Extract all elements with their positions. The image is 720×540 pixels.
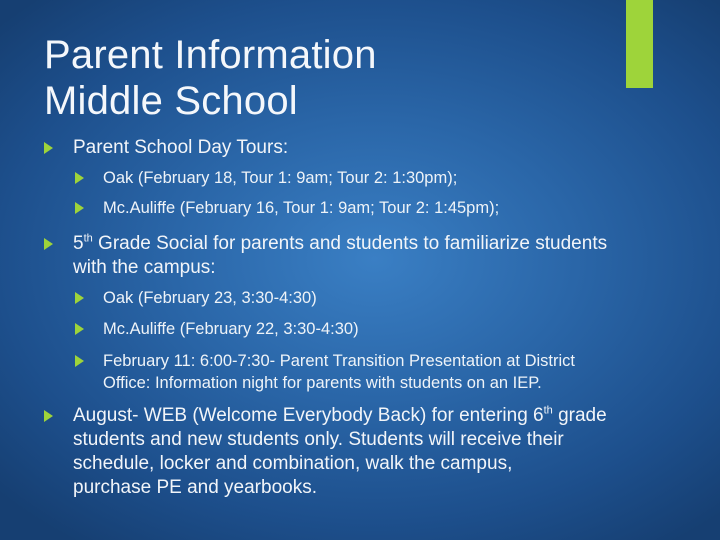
- bullet-parent-tours: [44, 136, 288, 160]
- bullet-text: February 11: 6:00-7:30- Parent Transition Presentation at District Office: Information night for parents with students on an IEP.: [103, 352, 576, 392]
- bullet-arrow-icon: [44, 410, 53, 422]
- title-line-1: Parent Information: [44, 33, 377, 77]
- bullet-text: Parent School Day Tours:: [73, 137, 289, 158]
- bullet-grade-social: [44, 232, 607, 280]
- bullet-arrow-icon: [75, 355, 84, 367]
- bullet-text: Oak (February 23, 3:30-4:30): [103, 289, 317, 307]
- sub-bullet-tour-mcauliffe: [75, 197, 499, 219]
- slide-title: [44, 32, 377, 124]
- bullet-arrow-icon: [44, 142, 53, 154]
- bullet-arrow-icon: [75, 323, 84, 335]
- title-line-2: Middle School: [44, 79, 298, 123]
- bullet-text: Oak (February 18, Tour 1: 9am; Tour 2: 1:30pm);: [103, 169, 458, 187]
- sub-bullet-social-mcauliffe: [75, 318, 359, 340]
- bullet-text: 5th Grade Social for parents and students to familiarize students with the campus:: [73, 232, 608, 278]
- bullet-text: Mc.Auliffe (February 16, Tour 1: 9am; Tour 2: 1:45pm);: [103, 199, 500, 217]
- sub-bullet-transition: [75, 350, 575, 394]
- sub-bullet-tour-oak: [75, 167, 457, 189]
- bullet-text: Mc.Auliffe (February 22, 3:30-4:30): [103, 320, 359, 338]
- bullet-text: August- WEB (Welcome Everybody Back) for entering 6th grade students and new students only. Students will receive their schedule, locker and combination, walk the campus, purchase PE and yearbooks.: [73, 404, 607, 498]
- accent-bar: [626, 0, 653, 88]
- sub-bullet-social-oak: [75, 287, 317, 309]
- bullet-web: [44, 404, 607, 500]
- bullet-arrow-icon: [44, 238, 53, 250]
- bullet-arrow-icon: [75, 292, 84, 304]
- bullet-arrow-icon: [75, 172, 84, 184]
- bullet-arrow-icon: [75, 202, 84, 214]
